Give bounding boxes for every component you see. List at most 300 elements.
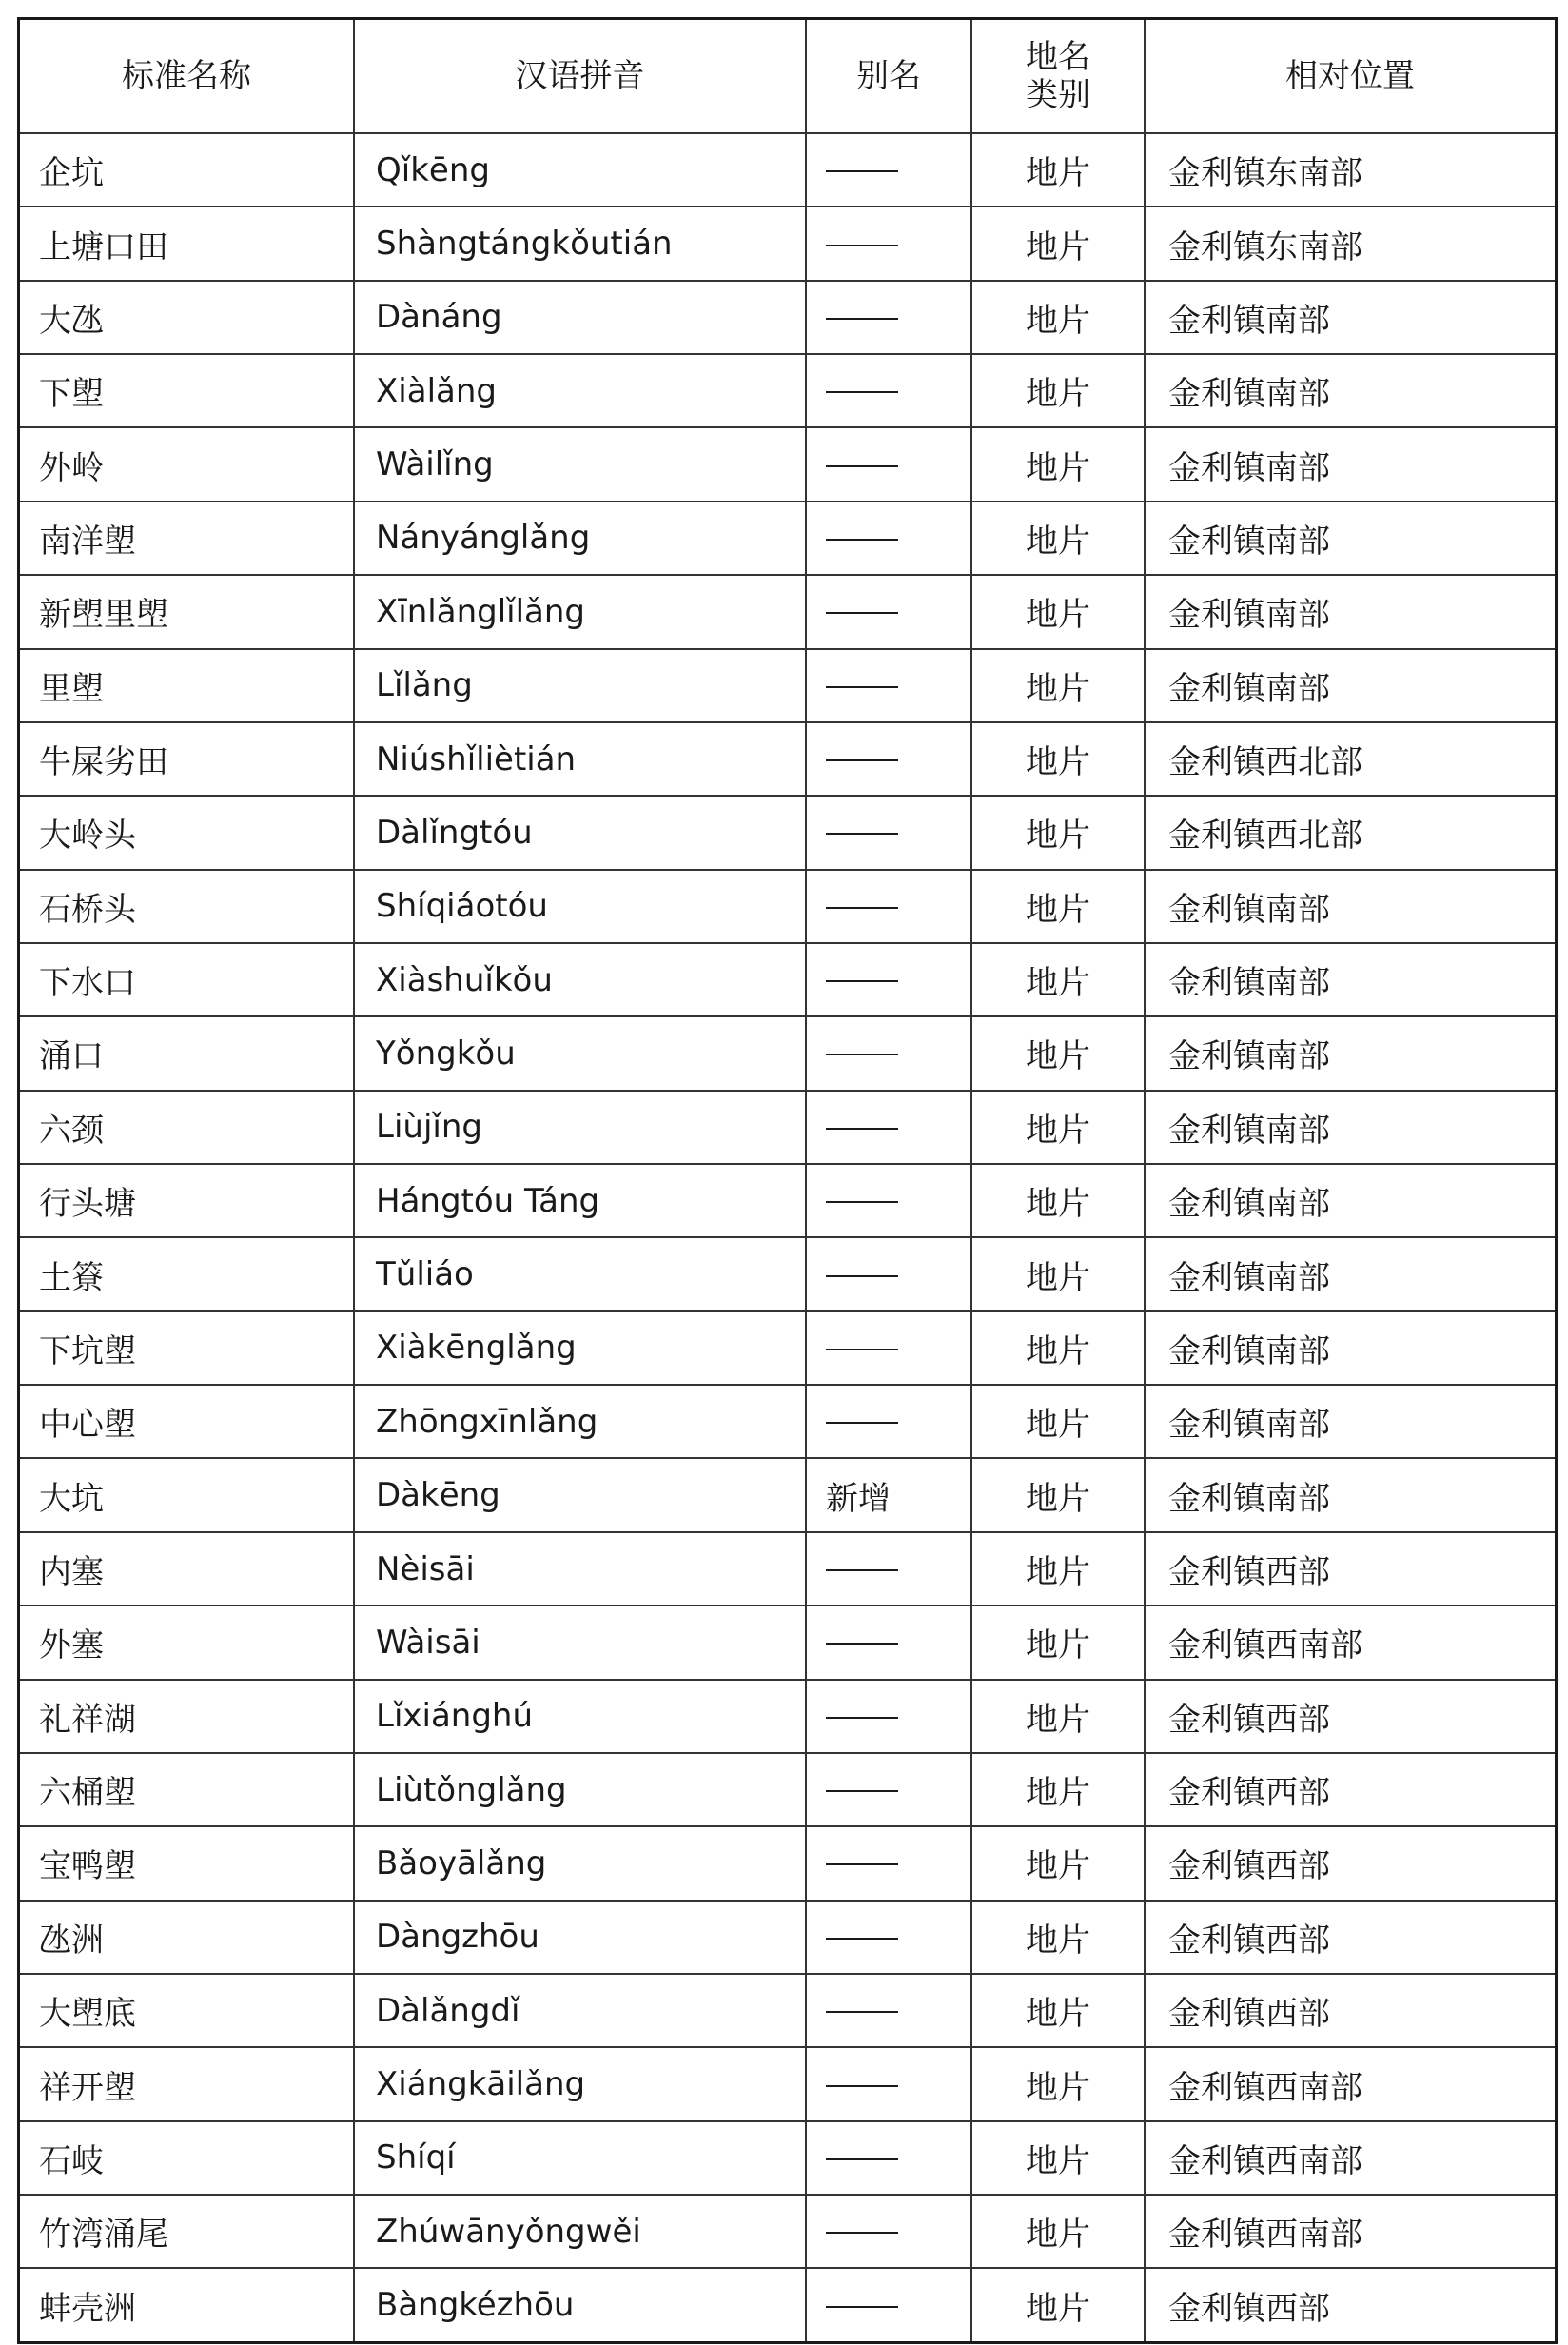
cell-alias-text	[826, 980, 898, 982]
cell-alias	[806, 133, 971, 207]
cell-standard-name-text: 土簝	[39, 1258, 104, 1297]
cell-type-text: 地片	[1026, 1111, 1090, 1150]
cell-alias-text	[826, 1054, 898, 1055]
cell-alias-text	[826, 1790, 898, 1792]
cell-standard-name	[19, 1385, 355, 1458]
cell-standard-name-text: 六颈	[39, 1111, 104, 1150]
cell-alias	[806, 1974, 971, 2047]
cell-location-text: 金利镇西部	[1168, 1847, 1330, 1886]
cell-type	[971, 575, 1145, 648]
cell-location-text: 金利镇东南部	[1168, 227, 1362, 266]
place-name-table	[17, 17, 1558, 2344]
cell-pinyin	[354, 207, 806, 280]
cell-location-text: 金利镇南部	[1168, 1258, 1330, 1297]
cell-standard-name	[19, 2047, 355, 2120]
cell-alias	[806, 722, 971, 796]
cell-type-text: 地片	[1026, 2068, 1090, 2107]
cell-standard-name-text: 下水口	[39, 964, 136, 1003]
cell-alias-text	[826, 2011, 898, 2013]
cell-pinyin-text: Wàilǐng	[376, 445, 494, 484]
cell-standard-name	[19, 1606, 355, 1679]
cell-type	[971, 133, 1145, 207]
cell-alias	[806, 870, 971, 943]
cell-type-text: 地片	[1026, 522, 1090, 561]
cell-location-text: 金利镇南部	[1168, 522, 1330, 561]
cell-type-text: 地片	[1026, 1258, 1090, 1297]
cell-alias-text	[826, 539, 898, 541]
cell-type	[971, 1385, 1145, 1458]
cell-alias	[806, 1901, 971, 1974]
cell-location	[1145, 1091, 1557, 1164]
cell-location-text: 金利镇西南部	[1168, 1626, 1362, 1665]
table-row	[19, 133, 1557, 207]
cell-alias	[806, 1680, 971, 1753]
cell-standard-name-text: 牛屎劣田	[39, 743, 168, 782]
cell-pinyin	[354, 1826, 806, 1900]
cell-location	[1145, 796, 1557, 869]
cell-alias-text	[826, 686, 898, 688]
cell-standard-name	[19, 281, 355, 354]
table-row	[19, 1606, 1557, 1679]
cell-alias	[806, 1164, 971, 1237]
cell-location-text: 金利镇南部	[1168, 596, 1330, 635]
cell-alias-text: 新增	[826, 1479, 891, 1518]
cell-alias-text	[826, 1938, 898, 1940]
cell-alias-text	[826, 170, 898, 172]
header-pinyin: 汉语拼音	[354, 19, 806, 134]
cell-alias-text	[826, 907, 898, 909]
cell-standard-name	[19, 1311, 355, 1385]
cell-standard-name-text: 中心塱	[39, 1406, 136, 1445]
cell-location-text: 金利镇西南部	[1168, 2068, 1362, 2107]
cell-pinyin	[354, 796, 806, 869]
table-row	[19, 1826, 1557, 1900]
cell-standard-name	[19, 1237, 355, 1310]
cell-alias	[806, 1826, 971, 1900]
cell-type	[971, 502, 1145, 575]
cell-type-text: 地片	[1026, 1700, 1090, 1739]
cell-standard-name-text: 涌口	[39, 1037, 104, 1076]
cell-pinyin-text: Dàlǐngtóu	[376, 813, 533, 852]
cell-location	[1145, 1458, 1557, 1531]
cell-type	[971, 2268, 1145, 2342]
cell-pinyin-text: Nèisāi	[376, 1549, 475, 1588]
cell-alias	[806, 1606, 971, 1679]
cell-location-text: 金利镇南部	[1168, 1331, 1330, 1370]
cell-type	[971, 354, 1145, 427]
cell-pinyin-text: Dàlǎngdǐ	[376, 1991, 520, 2030]
cell-type-text: 地片	[1026, 669, 1090, 708]
cell-alias-text	[826, 2306, 898, 2308]
cell-type-text: 地片	[1026, 448, 1090, 487]
cell-standard-name	[19, 1164, 355, 1237]
cell-location	[1145, 1385, 1557, 1458]
cell-pinyin	[354, 1753, 806, 1826]
table-row	[19, 649, 1557, 722]
cell-pinyin	[354, 427, 806, 501]
cell-pinyin	[354, 2121, 806, 2195]
cell-type-text: 地片	[1026, 2216, 1090, 2255]
header-row	[19, 19, 1557, 134]
cell-pinyin-text: Wàisāi	[376, 1623, 480, 1662]
table-row	[19, 2195, 1557, 2268]
cell-alias-text	[826, 1717, 898, 1719]
table-row	[19, 575, 1557, 648]
cell-standard-name	[19, 943, 355, 1016]
table-row	[19, 2268, 1557, 2342]
cell-standard-name	[19, 133, 355, 207]
cell-pinyin-text: Hángtóu Táng	[376, 1181, 600, 1220]
cell-location-text: 金利镇南部	[1168, 1111, 1330, 1150]
cell-type	[971, 1532, 1145, 1606]
cell-alias-text	[826, 1349, 898, 1350]
cell-standard-name-text: 氹洲	[39, 1921, 104, 1960]
cell-pinyin-text: Dànáng	[376, 298, 502, 337]
cell-location	[1145, 1164, 1557, 1237]
cell-alias-text	[826, 2085, 898, 2087]
cell-alias-text	[826, 245, 898, 246]
cell-type-text: 地片	[1026, 1995, 1090, 2034]
cell-type-text: 地片	[1026, 1626, 1090, 1665]
cell-pinyin	[354, 1237, 806, 1310]
cell-pinyin	[354, 722, 806, 796]
cell-type-text: 地片	[1026, 1185, 1090, 1224]
cell-location	[1145, 1753, 1557, 1826]
header-type	[971, 19, 1145, 134]
cell-standard-name	[19, 1680, 355, 1753]
cell-pinyin-text: Xiàkēnglǎng	[376, 1329, 577, 1368]
cell-location	[1145, 2121, 1557, 2195]
cell-alias	[806, 502, 971, 575]
cell-pinyin-text: Tǔliáo	[376, 1255, 474, 1294]
cell-standard-name-text: 下塱	[39, 375, 104, 414]
table-row	[19, 1016, 1557, 1090]
cell-type-text: 地片	[1026, 2289, 1090, 2328]
cell-standard-name-text: 南洋塱	[39, 522, 136, 561]
cell-alias	[806, 1385, 971, 1458]
cell-location	[1145, 575, 1557, 648]
cell-alias	[806, 1532, 971, 1606]
cell-pinyin	[354, 575, 806, 648]
cell-pinyin	[354, 943, 806, 1016]
cell-pinyin	[354, 1091, 806, 1164]
cell-alias	[806, 796, 971, 869]
cell-type-text: 地片	[1026, 743, 1090, 782]
cell-pinyin-text: Zhōngxīnlǎng	[376, 1402, 598, 1441]
cell-pinyin-text: Lǐxiánghú	[376, 1697, 534, 1736]
cell-pinyin-text: Lǐlǎng	[376, 666, 473, 705]
cell-location-text: 金利镇西部	[1168, 1774, 1330, 1813]
cell-standard-name-text: 蚌壳洲	[39, 2289, 136, 2328]
cell-pinyin	[354, 133, 806, 207]
cell-alias-text	[826, 2232, 898, 2234]
cell-type	[971, 2121, 1145, 2195]
header-type-line1: 地名	[1026, 38, 1090, 76]
cell-alias-text	[826, 1643, 898, 1645]
cell-alias-text	[826, 833, 898, 835]
cell-pinyin-text: Bàngkézhōu	[376, 2286, 575, 2325]
cell-standard-name-text: 祥开塱	[39, 2068, 136, 2107]
table-row	[19, 2047, 1557, 2120]
cell-standard-name-text: 企坑	[39, 154, 104, 193]
cell-alias	[806, 281, 971, 354]
cell-type	[971, 1237, 1145, 1310]
cell-pinyin-text: Liùjǐng	[376, 1108, 482, 1147]
cell-alias-text	[826, 1201, 898, 1203]
cell-type	[971, 1164, 1145, 1237]
cell-type	[971, 1901, 1145, 1974]
cell-pinyin	[354, 1458, 806, 1531]
cell-type-text: 地片	[1026, 964, 1090, 1003]
cell-type	[971, 1458, 1145, 1531]
cell-pinyin	[354, 870, 806, 943]
table-row	[19, 1311, 1557, 1385]
cell-type	[971, 281, 1145, 354]
cell-pinyin-text: Shíqiáotóu	[376, 887, 548, 926]
cell-location	[1145, 354, 1557, 427]
cell-pinyin-text: Nányánglǎng	[376, 519, 591, 558]
cell-location-text: 金利镇西北部	[1168, 817, 1362, 856]
header-location: 相对位置	[1145, 19, 1557, 134]
cell-location-text: 金利镇南部	[1168, 890, 1330, 929]
cell-standard-name-text: 外塞	[39, 1626, 104, 1665]
cell-type-text: 地片	[1026, 817, 1090, 856]
cell-standard-name-text: 大塱底	[39, 1995, 136, 2034]
cell-location	[1145, 722, 1557, 796]
cell-alias	[806, 943, 971, 1016]
cell-location-text: 金利镇南部	[1168, 669, 1330, 708]
cell-alias-text	[826, 759, 898, 761]
cell-standard-name	[19, 2121, 355, 2195]
table-row	[19, 722, 1557, 796]
cell-standard-name	[19, 649, 355, 722]
cell-standard-name-text: 大岭头	[39, 817, 136, 856]
cell-pinyin-text: Shàngtángkǒutián	[376, 225, 673, 264]
cell-type	[971, 207, 1145, 280]
cell-type-text: 地片	[1026, 890, 1090, 929]
cell-pinyin	[354, 649, 806, 722]
cell-location	[1145, 1901, 1557, 1974]
cell-pinyin-text: Xiàlǎng	[376, 371, 497, 410]
cell-pinyin-text: Qǐkēng	[376, 150, 490, 189]
cell-alias	[806, 2121, 971, 2195]
cell-type-text: 地片	[1026, 596, 1090, 635]
cell-location	[1145, 502, 1557, 575]
cell-standard-name-text: 里塱	[39, 669, 104, 708]
cell-standard-name	[19, 1532, 355, 1606]
cell-pinyin	[354, 1680, 806, 1753]
cell-type-text: 地片	[1026, 1406, 1090, 1445]
cell-location-text: 金利镇西部	[1168, 1921, 1330, 1960]
cell-alias	[806, 2047, 971, 2120]
cell-location	[1145, 1606, 1557, 1679]
cell-pinyin	[354, 281, 806, 354]
cell-standard-name-text: 礼祥湖	[39, 1700, 136, 1739]
cell-pinyin	[354, 1606, 806, 1679]
cell-location-text: 金利镇南部	[1168, 448, 1330, 487]
cell-location-text: 金利镇南部	[1168, 964, 1330, 1003]
cell-standard-name-text: 大氹	[39, 301, 104, 340]
cell-type-text: 地片	[1026, 1921, 1090, 1960]
cell-location-text: 金利镇南部	[1168, 1185, 1330, 1224]
cell-location	[1145, 1680, 1557, 1753]
cell-type	[971, 1606, 1145, 1679]
cell-location	[1145, 427, 1557, 501]
table-header	[19, 19, 1557, 134]
cell-standard-name-text: 宝鸭塱	[39, 1847, 136, 1886]
cell-location	[1145, 281, 1557, 354]
table-row	[19, 427, 1557, 501]
table-row	[19, 1164, 1557, 1237]
cell-location	[1145, 1974, 1557, 2047]
cell-alias-text	[826, 318, 898, 320]
cell-type-text: 地片	[1026, 1774, 1090, 1813]
table-row	[19, 1091, 1557, 1164]
cell-standard-name	[19, 1458, 355, 1531]
cell-pinyin	[354, 2047, 806, 2120]
cell-type-text: 地片	[1026, 1847, 1090, 1886]
cell-type	[971, 870, 1145, 943]
cell-location	[1145, 207, 1557, 280]
table-row	[19, 1385, 1557, 1458]
cell-type	[971, 2195, 1145, 2268]
cell-type	[971, 2047, 1145, 2120]
cell-type	[971, 1680, 1145, 1753]
table-row	[19, 1901, 1557, 1974]
cell-pinyin	[354, 2268, 806, 2342]
cell-type-text: 地片	[1026, 154, 1090, 193]
cell-location-text: 金利镇西北部	[1168, 743, 1362, 782]
cell-pinyin-text: Dàkēng	[376, 1476, 500, 1515]
table-row	[19, 1532, 1557, 1606]
cell-pinyin-text: Niúshǐliètián	[376, 739, 577, 778]
cell-pinyin	[354, 1385, 806, 1458]
cell-location-text: 金利镇西部	[1168, 2289, 1330, 2328]
table-row	[19, 1974, 1557, 2047]
cell-type	[971, 1311, 1145, 1385]
cell-standard-name	[19, 502, 355, 575]
cell-location-text: 金利镇西南部	[1168, 2141, 1362, 2180]
cell-alias	[806, 427, 971, 501]
cell-location	[1145, 1532, 1557, 1606]
cell-standard-name	[19, 1091, 355, 1164]
table-row	[19, 1753, 1557, 1826]
table-row	[19, 207, 1557, 280]
header-standard-name: 标准名称	[19, 19, 355, 134]
cell-standard-name	[19, 796, 355, 869]
cell-standard-name	[19, 1901, 355, 1974]
cell-alias	[806, 2268, 971, 2342]
table-row	[19, 796, 1557, 869]
cell-standard-name-text: 新塱里塱	[39, 596, 168, 635]
table-body	[19, 133, 1557, 2343]
cell-location-text: 金利镇南部	[1168, 1037, 1330, 1076]
cell-pinyin-text: Xīnlǎnglǐlǎng	[376, 592, 586, 631]
cell-alias-text	[826, 465, 898, 467]
cell-alias-text	[826, 1128, 898, 1130]
cell-standard-name	[19, 1016, 355, 1090]
cell-type	[971, 1974, 1145, 2047]
cell-location-text: 金利镇南部	[1168, 1479, 1330, 1518]
cell-pinyin-text: Xiángkāilǎng	[376, 2065, 586, 2104]
cell-type-text: 地片	[1026, 1331, 1090, 1370]
cell-pinyin-text: Shíqí	[376, 2138, 456, 2178]
table-row	[19, 1237, 1557, 1310]
cell-standard-name	[19, 722, 355, 796]
cell-pinyin	[354, 1532, 806, 1606]
cell-standard-name	[19, 1753, 355, 1826]
cell-standard-name	[19, 427, 355, 501]
cell-alias-text	[826, 391, 898, 393]
cell-location	[1145, 1311, 1557, 1385]
cell-type-text: 地片	[1026, 1037, 1090, 1076]
cell-type-text: 地片	[1026, 227, 1090, 266]
cell-pinyin	[354, 1016, 806, 1090]
cell-pinyin	[354, 1311, 806, 1385]
cell-standard-name	[19, 207, 355, 280]
cell-location	[1145, 943, 1557, 1016]
cell-pinyin-text: Zhúwānyǒngwěi	[376, 2212, 641, 2251]
cell-alias	[806, 1091, 971, 1164]
cell-alias-text	[826, 1863, 898, 1865]
cell-location-text: 金利镇西部	[1168, 1700, 1330, 1739]
cell-standard-name-text: 石桥头	[39, 890, 136, 929]
table-row	[19, 870, 1557, 943]
cell-alias	[806, 2195, 971, 2268]
cell-location-text: 金利镇南部	[1168, 375, 1330, 414]
cell-location-text: 金利镇西南部	[1168, 2216, 1362, 2255]
cell-pinyin	[354, 1974, 806, 2047]
cell-type-text: 地片	[1026, 375, 1090, 414]
cell-type-text: 地片	[1026, 301, 1090, 340]
cell-standard-name-text: 外岭	[39, 448, 104, 487]
cell-type-text: 地片	[1026, 1553, 1090, 1591]
table-row	[19, 1458, 1557, 1531]
cell-alias-text	[826, 1275, 898, 1277]
cell-type-text: 地片	[1026, 2141, 1090, 2180]
cell-alias-text	[826, 612, 898, 614]
header-type-line2: 类别	[1026, 76, 1090, 114]
cell-alias-text	[826, 2158, 898, 2160]
cell-type	[971, 722, 1145, 796]
cell-alias	[806, 575, 971, 648]
cell-standard-name	[19, 1974, 355, 2047]
header-alias: 别名	[806, 19, 971, 134]
cell-alias	[806, 649, 971, 722]
cell-pinyin-text: Liùtǒnglǎng	[376, 1770, 567, 1809]
cell-pinyin-text: Xiàshuǐkǒu	[376, 960, 553, 999]
cell-pinyin-text: Dàngzhōu	[376, 1918, 539, 1957]
cell-location	[1145, 2047, 1557, 2120]
table-row	[19, 281, 1557, 354]
cell-alias	[806, 354, 971, 427]
cell-pinyin	[354, 1901, 806, 1974]
cell-type	[971, 1753, 1145, 1826]
cell-location	[1145, 133, 1557, 207]
cell-pinyin	[354, 502, 806, 575]
table-row	[19, 1680, 1557, 1753]
table-row	[19, 943, 1557, 1016]
cell-standard-name-text: 行头塘	[39, 1185, 136, 1224]
cell-alias	[806, 1016, 971, 1090]
cell-pinyin	[354, 354, 806, 427]
cell-standard-name-text: 内塞	[39, 1553, 104, 1591]
cell-standard-name	[19, 1826, 355, 1900]
cell-standard-name-text: 下坑塱	[39, 1331, 136, 1370]
cell-pinyin	[354, 1164, 806, 1237]
cell-standard-name-text: 石岐	[39, 2141, 104, 2180]
cell-location-text: 金利镇西部	[1168, 1995, 1330, 2034]
